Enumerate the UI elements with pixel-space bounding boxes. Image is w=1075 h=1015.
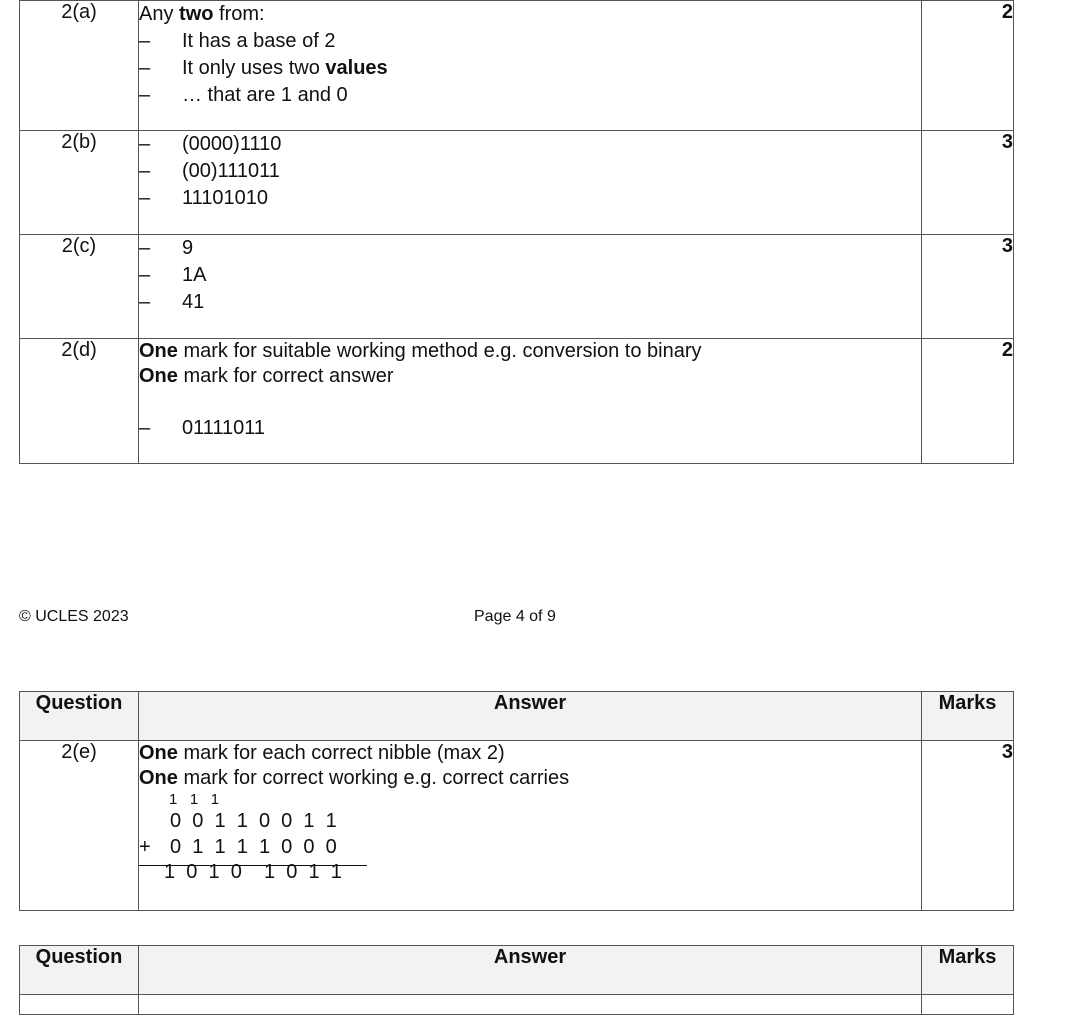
sum-result-row: 1 0 1 0 1 0 1 1 [164, 861, 342, 883]
answer-cell [139, 235, 922, 339]
header-question: Question [20, 692, 139, 741]
table-header-row [20, 692, 1014, 741]
answer-point: – 11101010 [139, 187, 269, 209]
answer-point: – It only uses two values [139, 57, 388, 79]
answer-cell [139, 131, 922, 235]
mark-scheme-table-next [19, 945, 1014, 1015]
addend-row-2: 0 1 1 1 1 0 0 0 [170, 836, 337, 858]
question-cell: 2(e) [20, 741, 139, 911]
table-row [20, 1, 1014, 131]
mark-scheme-table-2e [19, 691, 1014, 911]
answer-line: One mark for correct answer [139, 365, 394, 387]
header-answer: Answer [139, 946, 922, 995]
answer-cell [139, 741, 922, 911]
table-header-row [20, 946, 1014, 995]
answer-point: – 41 [139, 291, 205, 313]
table-row [20, 339, 1014, 464]
answer-line: One mark for correct working e.g. correct carries [139, 767, 570, 789]
addend-row-1: 0 0 1 1 0 0 1 1 [170, 810, 337, 832]
answer-point: – 9 [139, 237, 194, 259]
marks-cell: 2 [922, 339, 1014, 464]
carry-row: 1 1 1 [169, 791, 220, 808]
marks-cell: 3 [922, 741, 1014, 911]
binary-addition [139, 791, 921, 886]
answer-cell [139, 1, 922, 131]
answer-point: – (00)111011 [139, 160, 280, 182]
question-cell: 2(c) [20, 235, 139, 339]
footer-copyright: © UCLES 2023 [19, 608, 129, 625]
marks-cell: 3 [922, 235, 1014, 339]
header-marks: Marks [922, 692, 1014, 741]
table-row [20, 741, 1014, 911]
plus-sign: + [139, 836, 151, 858]
answer-point: – … that are 1 and 0 [139, 84, 348, 106]
header-marks: Marks [922, 946, 1014, 995]
answer-point: – 01111011 [139, 417, 266, 439]
answer-intro: Any two from: [139, 3, 265, 25]
header-answer: Answer [139, 692, 922, 741]
answer-point: – It has a base of 2 [139, 30, 336, 52]
table-row [20, 995, 1014, 1015]
mark-scheme-table-top [19, 0, 1014, 464]
table-row [20, 131, 1014, 235]
answer-cell [139, 339, 922, 464]
marks-cell: 2 [922, 1, 1014, 131]
answer-line: One mark for each correct nibble (max 2) [139, 742, 505, 764]
answer-point: – (0000)1110 [139, 133, 282, 155]
footer-page-number: Page 4 of 9 [474, 608, 556, 625]
question-cell: 2(b) [20, 131, 139, 235]
question-cell: 2(d) [20, 339, 139, 464]
table-row [20, 235, 1014, 339]
header-question: Question [20, 946, 139, 995]
marks-cell: 3 [922, 131, 1014, 235]
question-cell: 2(a) [20, 1, 139, 131]
answer-point: – 1A [139, 264, 207, 286]
answer-line: One mark for suitable working method e.g. conversion to binary [139, 340, 702, 362]
